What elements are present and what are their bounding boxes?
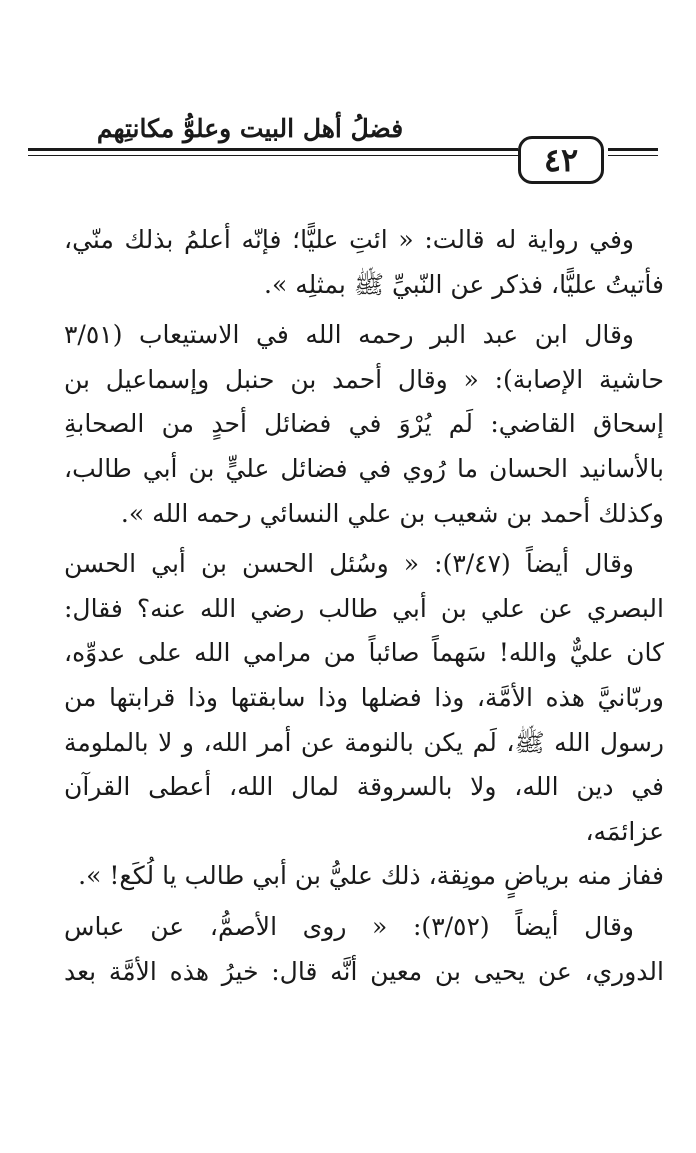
body-text [64,218,664,994]
text-line: بالأسانيد الحسان ما رُوي في فضائل عليٍّ بن أبي طالب، [64,453,664,483]
text-line: وقال أيضاً (٣/٥٢): « روى الأصمُّ، عن عباس [64,911,634,941]
header-rule-thin [28,155,518,156]
header-rule-thick-right [608,148,658,151]
paragraph [64,905,664,994]
paragraph [64,542,664,899]
header-rule-thin-right [608,155,658,156]
text-line: وربّانيَّ هذه الأمَّة، وذا فضلها وذا سابقتها وذا قرابتها من [64,682,664,712]
header-rule-thick [28,148,518,151]
text-line: وقال أيضاً (٣/٤٧): « وسُئل الحسن بن أبي الحسن [64,549,634,579]
page-header [0,108,696,188]
text-line: في دين الله، ولا بالسروقة لمال الله، أعطى القرآن عزائمَه، [64,772,664,846]
text-line: الدوري، عن يحيى بن معين أنَّه قال: خيرُ هذه الأمَّة بعد [64,956,664,986]
text-line: حاشية الإصابة): « وقال أحمد بن حنبل وإسماعيل بن [64,364,664,394]
text-line: ففاز منه برياضٍ مونِقة، ذلك عليُّ بن أبي طالب يا لُكَع! ». [78,861,664,891]
text-line: إسحاق القاضي: لَم يُرْوَ في فضائل أحدٍ من الصحابةِ [64,409,664,439]
page-number-box [518,136,604,184]
running-title: فضلُ أهل البيت وعلوُّ مكانتِهم [96,114,404,143]
paragraph [64,218,664,307]
text-line: البصري عن علي بن أبي طالب رضي الله عنه؟ فقال: [64,593,664,623]
page-number: ٤٢ [543,141,579,179]
text-line: فأتيتُ عليًّا، فذكر عن النّبيِّ ﷺ بمثلِه ». [264,269,664,299]
text-line: كان عليٌّ والله! سَهماً صائباً من مرامي الله على عدوِّه، [64,638,664,668]
paragraph [64,313,664,536]
text-line: وقال ابن عبد البر رحمه الله في الاستيعاب (٣/٥١ [64,320,634,350]
text-line: رسول الله ﷺ، لَم يكن بالنومة عن أمر الله، و لا بالملومة [64,727,664,757]
text-line: وفي رواية له قالت: « ائتِ عليًّا؛ فإنّه أعلمُ بذلك منّي، [64,225,634,254]
text-line: وكذلك أحمد بن شعيب بن علي النسائي رحمه الله ». [120,498,664,528]
